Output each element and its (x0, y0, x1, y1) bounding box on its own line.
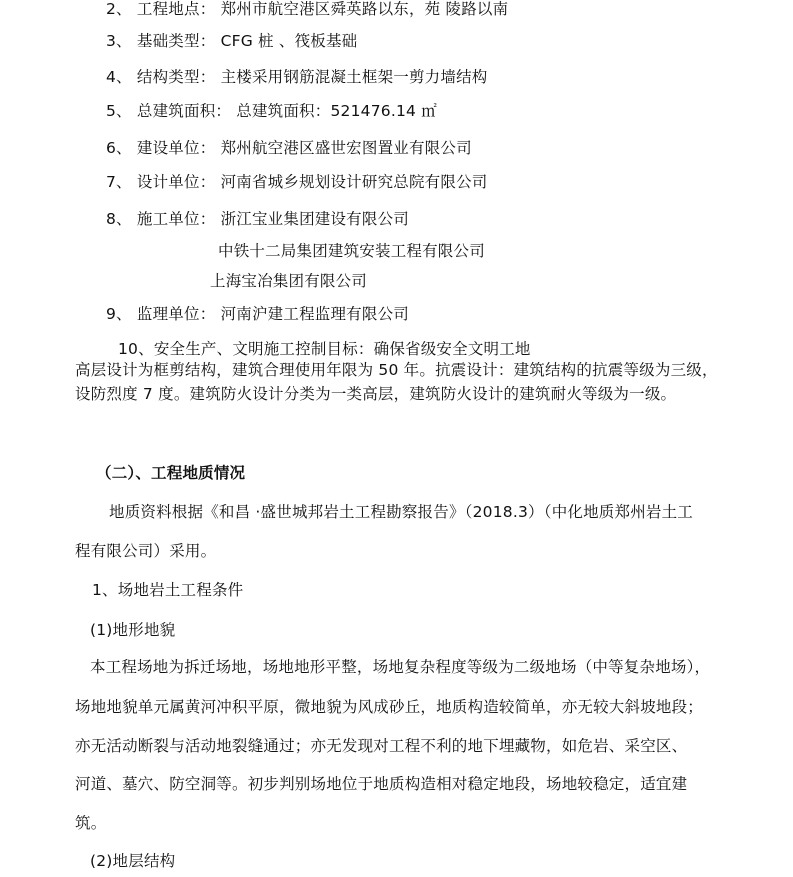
item-label: 施工单位： (136, 210, 216, 228)
item-10-safety-target: 10、安全生产、文明施工控制目标：确保省级安全文明工地 (118, 340, 531, 358)
item-number: 4、 (106, 68, 132, 86)
item-label: 工程地点： (136, 0, 216, 18)
design-paragraph-line-2: 设防烈度 7 度。建筑防火设计分类为一类高层，建筑防火设计的建筑耐火等级为一级。 (75, 385, 677, 403)
item-value: CFG 桩 、筏板基础 (220, 32, 358, 50)
item-value: 河南省城乡规划设计研究总院有限公司 (220, 173, 488, 191)
geology-intro-line-1: 地质资料根据《和昌 ·盛世城邦岩土工程勘察报告》（2018.3）（中化地质郑州岩土工 (109, 503, 693, 521)
item-label: 监理单位： (136, 305, 216, 323)
item-number: 6、 (106, 139, 132, 157)
item-number: 5、 (106, 102, 132, 120)
item-label: 设计单位： (136, 173, 216, 191)
terrain-paragraph-line-2: 场地地貌单元属黄河冲积平原，微地貌为风成砂丘，地质构造较简单，亦无较大斜坡地段； (75, 698, 704, 716)
item-number: 3、 (106, 32, 132, 50)
terrain-paragraph-line-3: 亦无活动断裂与活动地裂缝通过；亦无发现对工程不利的地下埋藏物，如危岩、采空区、 (75, 737, 688, 755)
subsection-strata: (2)地层结构 (90, 852, 176, 870)
terrain-paragraph-line-1: 本工程场地为拆迁场地，场地地形平整，场地复杂程度等级为二级地场（中等复杂地场）， (90, 658, 711, 676)
item-5-area (106, 101, 437, 121)
item-label: 总建筑面积： (136, 102, 232, 120)
geology-intro-line-2: 程有限公司）采用。 (75, 542, 217, 560)
item-number: 9、 (106, 305, 132, 323)
item-label: 建设单位： (136, 139, 216, 157)
item-6-developer (106, 138, 472, 158)
item-number: 2、 (106, 0, 132, 18)
item-label: 基础类型： (136, 32, 216, 50)
item-value: 总建筑面积：521476.14 ㎡ (236, 102, 437, 120)
item-number: 7、 (106, 173, 132, 191)
item-value: 郑州市航空港区舜英路以东，苑 陵路以南 (220, 0, 509, 18)
item-8-contractor (106, 209, 409, 229)
item-value: 郑州航空港区盛世宏图置业有限公司 (220, 139, 472, 157)
item-3-foundation (106, 31, 357, 51)
item-8-contractor-2: 中铁十二局集团建筑安装工程有限公司 (218, 242, 485, 260)
terrain-paragraph-line-4: 河道、墓穴、防空洞等。初步判别场地位于地质构造相对稳定地段，场地较稳定，适宜建 (75, 775, 688, 793)
item-9-supervisor (106, 304, 409, 324)
geology-section-heading: （二）、工程地质情况 (96, 464, 246, 482)
terrain-paragraph-line-5: 筑。 (75, 814, 107, 832)
item-4-structure (106, 67, 487, 87)
item-number: 8、 (106, 210, 132, 228)
subsection-terrain: (1)地形地貌 (90, 621, 176, 639)
item-label: 结构类型： (136, 68, 216, 86)
design-paragraph-line-1: 高层设计为框剪结构，建筑合理使用年限为 50 年。抗震设计：建筑结构的抗震等级为三级， (75, 361, 718, 379)
item-7-designer (106, 172, 487, 192)
item-2-location (106, 0, 508, 19)
item-value: 浙江宝业集团建设有限公司 (220, 210, 409, 228)
subsection-site-conditions: 1、场地岩土工程条件 (92, 581, 244, 599)
item-value: 河南沪建工程监理有限公司 (220, 305, 409, 323)
item-8-contractor-3: 上海宝冶集团有限公司 (210, 272, 368, 290)
item-value: 主楼采用钢筋混凝土框架一剪力墙结构 (220, 68, 488, 86)
